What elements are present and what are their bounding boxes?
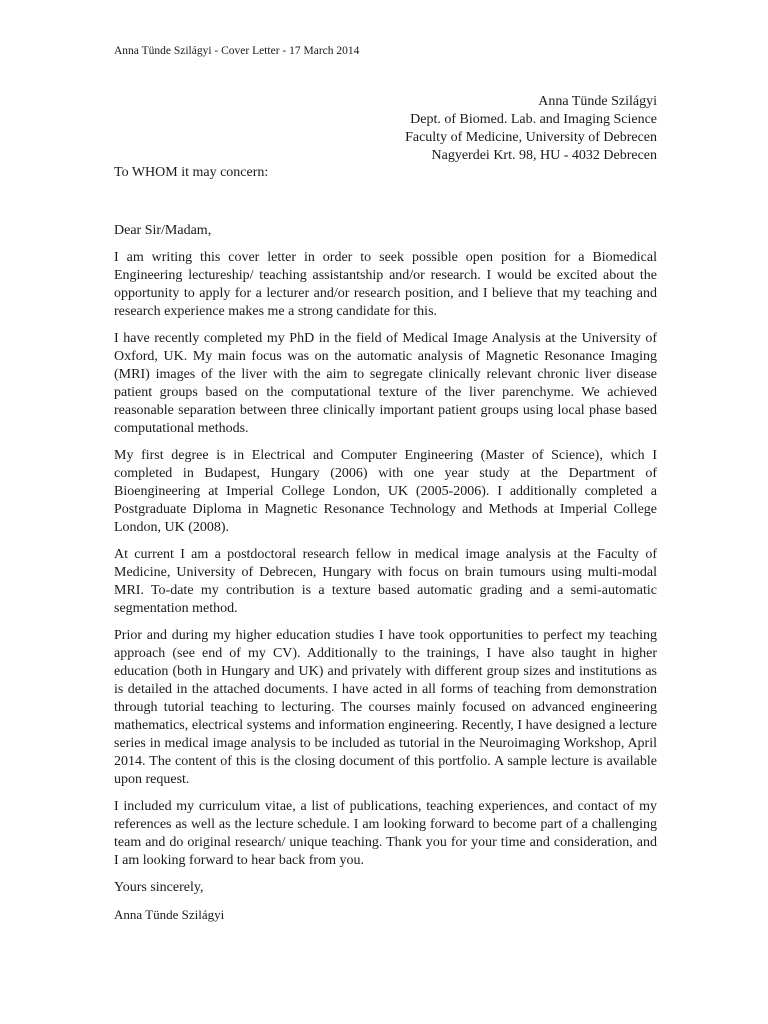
paragraph-first-degree: My first degree is in Electrical and Computer Engineering (Master of Science), which I completed in Budapest, Hungary (2006) with one year study at the Department of Bioengineering at Imperial College London, UK (2005-2006). I additionally completed a Postgraduate Diploma in Magnetic Resonance Technology and Methods at Imperial College London, UK (2008). — [114, 448, 657, 535]
paragraph-enclosures: I included my curriculum vitae, a list of publications, teaching experiences, and contact of my references as well as the lecture schedule. I am looking forward to become part of a challenging team and do original research/ unique teaching. Thank you for your time and consideration, and I am looking forward to hear back from you. — [114, 799, 657, 868]
paragraph-phd: I have recently completed my PhD in the field of Medical Image Analysis at the University of Oxford, UK. My main focus was on the automatic analysis of Magnetic Resonance Imaging (MRI) images of the liver with the aim to segregate clinically relevant chronic liver disease patient groups based on the computational texture of the liver parenchyme. We achieved reasonable separation between three clinically important patient groups using local phase based computational methods. — [114, 331, 657, 436]
addressee-line: To WHOM it may concern: — [114, 165, 269, 180]
closing: Yours sincerely, — [114, 880, 204, 895]
running-header: Anna Tünde Szilágyi - Cover Letter - 17 March 2014 — [114, 45, 360, 57]
sender-address-block — [405, 93, 657, 165]
signature: Anna Tünde Szilágyi — [114, 907, 225, 922]
sender-department: Dept. of Biomed. Lab. and Imaging Science — [410, 112, 657, 127]
greeting: Dear Sir/Madam, — [114, 223, 212, 238]
paragraph-intro: I am writing this cover letter in order to seek possible open position for a Biomedical Engineering lectureship/ teaching assistantship and/or research. I would be excited about the opportunity to apply for a lecturer and/or research position, and I believe that my teaching and research experience makes me a strong candidate for this. — [114, 250, 657, 319]
sender-name: Anna Tünde Szilágyi — [538, 94, 657, 109]
sender-faculty: Faculty of Medicine, University of Debrecen — [405, 130, 657, 145]
paragraph-current-position: At current I am a postdoctoral research fellow in medical image analysis at the Faculty of Medicine, University of Debrecen, Hungary with focus on brain tumours using multi-modal MRI. To-date my contribution is a texture based automatic grading and a semi-automatic segmentation method. — [114, 547, 657, 616]
letter-body — [114, 222, 657, 933]
sender-street-address: Nagyerdei Krt. 98, HU - 4032 Debrecen — [431, 148, 657, 163]
paragraph-teaching: Prior and during my higher education studies I have took opportunities to perfect my teaching approach (see end of my CV). Additionally to the trainings, I have also taught in higher education (both in Hungary and UK) and privately with different group sizes and institutions as is detailed in the attached documents. I have acted in all forms of teaching from demonstration through tutorial teaching to lecturing. The courses mainly focused on advanced engineering mathematics, electrical systems and information engineering. Recently, I have designed a lecture series in medical image analysis to be included as tutorial in the Neuroimaging Workshop, April 2014. The content of this is the closing document of this portfolio. A sample lecture is available upon request. — [114, 628, 657, 787]
